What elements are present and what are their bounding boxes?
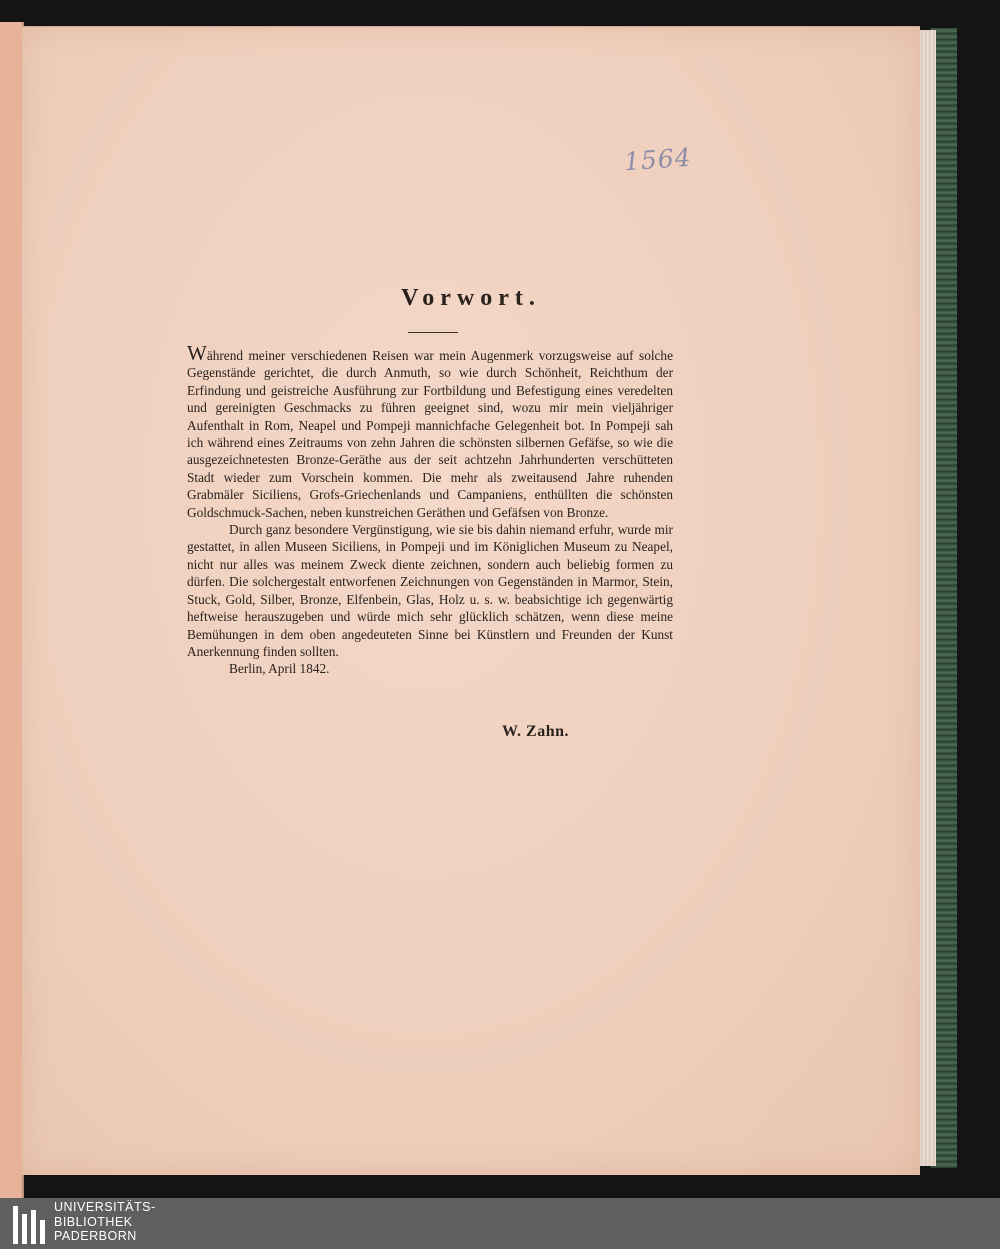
dateline: Berlin, April 1842. (229, 661, 330, 677)
preface-body (187, 341, 673, 678)
paragraph-2: Durch ganz besondere Vergünstigung, wie sie bis dahin niemand erfuhr, wurde mir gestattet, in allen Museen Siciliens, in Pompeji und im Königlichen Museum zu Neapel, nicht nur alles was meinem Zweck diente zeichnen, sondern auch beliebig formen zu dürfen. Die solchergestalt entworfenen Zeichnungen von Gegenständen in Marmor, Stein, Stuck, Gold, Silber, Bronze, Elfenbein, Glas, Holz u. s. w. beabsichtige ich gegenwärtig heftweise herauszugeben und würde mich sehr glücklich schätzen, wenn diese meine Bemühungen in dem oben angedeuteten Sinne bei Künstlern und Freunden der Kunst Anerkennung finden sollten. (187, 522, 673, 659)
handwritten-shelfmark: 1564 (623, 142, 693, 177)
library-name-line-2: BIBLIOTHEK (54, 1214, 133, 1229)
library-footer-bar (0, 1198, 1000, 1249)
signature: W. Zahn. (502, 723, 569, 740)
facing-page-edge (0, 22, 24, 1198)
library-name (54, 1200, 156, 1244)
paragraph-1: Während meiner verschiedenen Reisen war mein Augenmerk vorzugsweise auf solche Gegenstände gerichtet, die durch Anmuth, so wie durch Schönheit, Reichthum der Erfindung und geistreiche Ausführung zur Fortbildung und Befestigung eines veredelten und gereinigten Geschmacks zu führen geeignet sind, wozu mir mein vieljähriger Aufenthalt in Rom, Neapel und Pompeji mannichfache Gelegenheit bot. In Pompeji sah ich während eines Zeitraums von zehn Jahren die schönsten silbernen Gefäfse, so wie die ausgezeichnetesten Bronze-Geräthe aus der seit achtzehn Jahrhunderten verschütteten Stadt wieder zum Vorschein kommen. Die mehr als zweitausend Jahre ruhenden Grabmäler Siciliens, Grofs-Griechenlands und Campaniens, enthüllten die schönsten Goldschmuck-Sachen, neben kunstreichen Geräthen und Gefäfsen von Bronze. (187, 341, 673, 520)
library-name-line-1: UNIVERSITÄTS- (54, 1200, 156, 1214)
title-divider (408, 332, 458, 333)
library-name-line-3: PADERBORN (54, 1229, 137, 1243)
page-title: Vorwort. (401, 285, 541, 311)
library-logo-icon (13, 1206, 45, 1244)
scanned-page (22, 26, 920, 1175)
